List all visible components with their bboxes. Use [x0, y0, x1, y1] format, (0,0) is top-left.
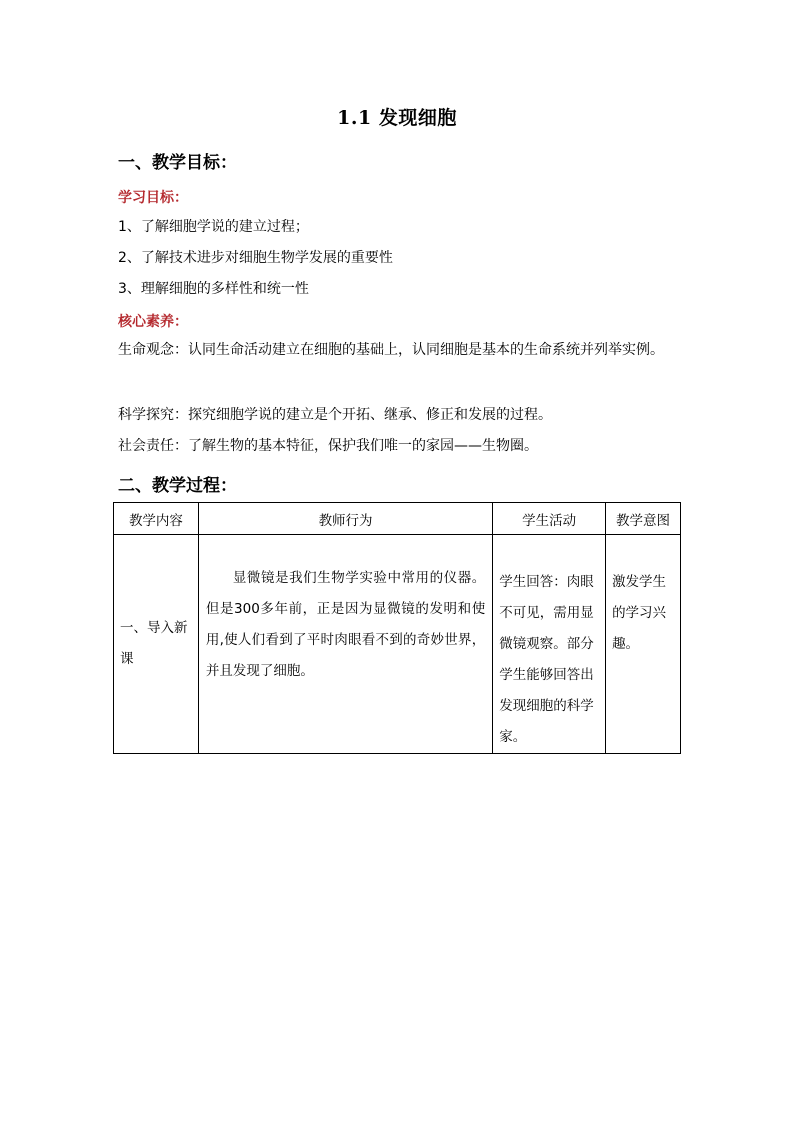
core-literacy-social-responsibility: 社会责任：了解生物的基本特征，保护我们唯一的家园——生物圈。: [118, 438, 538, 454]
core-literacy-science-inquiry: 科学探究：探究细胞学说的建立是个开拓、继承、修正和发展的过程。: [118, 407, 552, 423]
learning-goal-2: 2、了解技术进步对细胞生物学发展的重要性: [118, 250, 393, 266]
header-intent: 教学意图: [606, 503, 681, 535]
table-row: [114, 535, 681, 754]
core-literacy-heading: 核心素养：: [118, 314, 188, 330]
section-heading-process: 二、教学过程：: [118, 476, 237, 496]
cell-intent: [606, 535, 681, 754]
cell-content-text: 一、导入新课: [120, 620, 188, 667]
cell-content: [114, 535, 199, 754]
cell-teacher: [198, 535, 492, 754]
learning-goals-heading: 学习目标：: [118, 190, 188, 206]
cell-student: [493, 535, 606, 754]
cell-teacher-text: 显微镜是我们生物学实验中常用的仪器。但是300多年前，正是因为显微镜的发明和使用,使人们看到了平时肉眼看不到的奇妙世界，并且发现了细胞。: [205, 570, 486, 679]
cell-intent-text: 激发学生的学习兴趣。: [612, 574, 667, 652]
header-content: 教学内容: [114, 503, 199, 535]
header-student: 学生活动: [493, 503, 606, 535]
table-header-row: [114, 503, 681, 535]
learning-goal-1: 1、了解细胞学说的建立过程；: [118, 219, 309, 235]
learning-goal-3: 3、理解细胞的多样性和统一性: [118, 281, 309, 297]
cell-student-text: 学生回答：肉眼不可见，需用显微镜观察。部分学生能够回答出发现细胞的科学家。: [499, 574, 594, 745]
core-literacy-life-concept: 生命观念：认同生命活动建立在细胞的基础上，认同细胞是基本的生命系统并列举实例。: [118, 342, 664, 358]
page-title: 1.1 发现细胞: [337, 107, 457, 129]
section-heading-objectives: 一、教学目标：: [118, 153, 237, 173]
header-teacher: 教师行为: [198, 503, 492, 535]
teaching-process-table: [113, 502, 681, 754]
